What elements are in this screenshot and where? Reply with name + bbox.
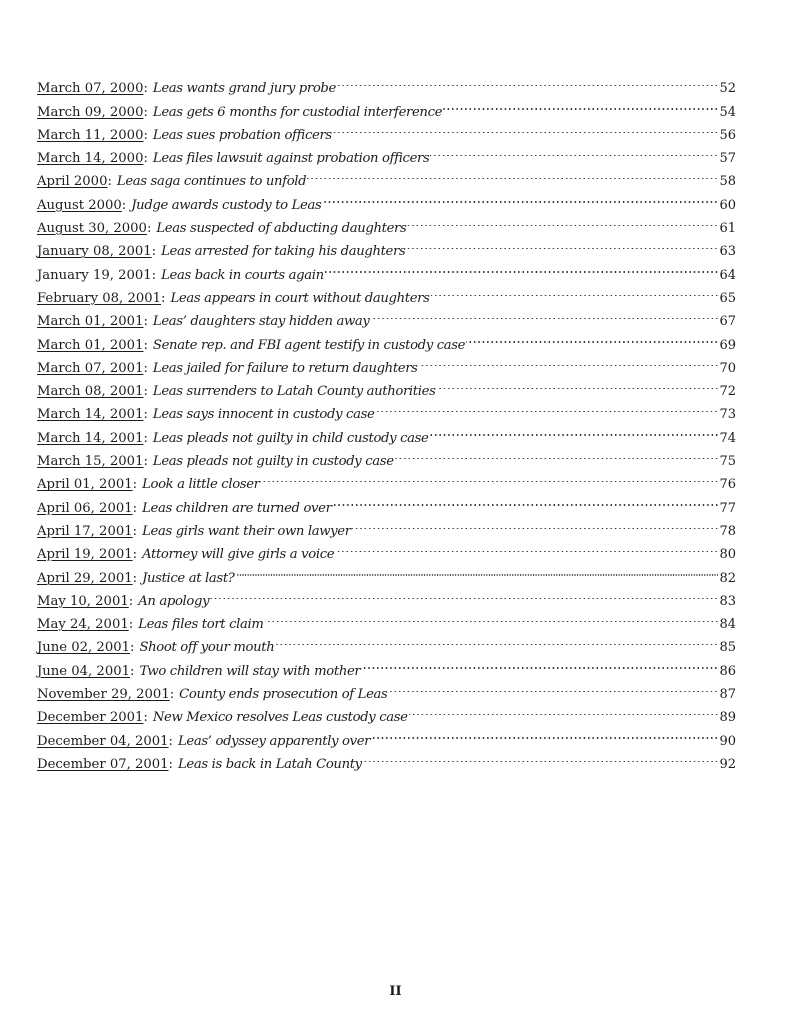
entry-page-number: 70 — [719, 360, 736, 376]
dot-leader — [307, 162, 718, 185]
entry-separator: : — [132, 523, 138, 539]
entry-separator: : — [151, 244, 157, 260]
entry-separator: : — [130, 640, 135, 656]
entry-page-number: 61 — [719, 221, 736, 237]
entry-title: Leas gets 6 months for custodial interference — [152, 104, 443, 120]
entry-separator: : — [107, 174, 112, 190]
entry-title: Leas pleads not guilty in custody case — [152, 454, 394, 470]
entry-separator: : — [143, 104, 148, 120]
entry-page-number: 76 — [719, 477, 736, 493]
entry-date: April 17, 2001 — [37, 523, 133, 539]
entry-title: Leas children are turned over — [142, 500, 332, 516]
entry-title: Leas appears in court without daughters — [170, 290, 430, 306]
entry-title: Senate rep. and FBI agent testify in custody case — [152, 337, 466, 353]
entry-page-number: 75 — [719, 454, 736, 470]
dot-leader — [210, 582, 718, 605]
entry-separator: : — [168, 756, 173, 772]
dot-leader — [371, 302, 719, 325]
dot-leader — [406, 232, 718, 255]
entry-page-number: 60 — [719, 197, 736, 213]
dot-leader — [443, 92, 718, 115]
dot-leader — [375, 395, 718, 418]
entry-date: March 14, 2000 — [37, 151, 144, 167]
entry-page-number: 57 — [719, 151, 736, 167]
entry-separator: : — [143, 337, 148, 353]
entry-date: March 07, 2000 — [37, 81, 144, 97]
entry-title: Leas files tort claim — [138, 617, 264, 633]
entry-date: August 2000 — [37, 197, 122, 213]
entry-separator: : — [161, 290, 166, 306]
entry-date: February 08, 2001 — [37, 290, 162, 306]
entry-separator: : — [151, 267, 157, 283]
dot-leader — [419, 349, 719, 372]
entry-title: Leas saga continues to unfold — [116, 174, 307, 190]
dot-leader — [261, 465, 719, 488]
toc-entry[interactable] — [37, 69, 736, 97]
entry-page-number: 72 — [719, 384, 736, 400]
dot-leader — [371, 721, 718, 744]
entry-page-number: 54 — [719, 104, 736, 120]
entry-title: Leas sues probation officers — [152, 127, 332, 143]
entry-date: March 08, 2001 — [37, 384, 144, 400]
entry-page-number: 63 — [719, 244, 736, 260]
dot-leader — [337, 69, 719, 92]
entry-date: March 01, 2001 — [37, 337, 144, 353]
entry-date: April 29, 2001 — [37, 570, 133, 586]
entry-date: April 19, 2001 — [37, 547, 133, 563]
dot-leader — [395, 442, 719, 465]
entry-separator: : — [130, 663, 135, 679]
entry-separator: : — [143, 384, 148, 400]
entry-separator: : — [143, 360, 148, 376]
entry-date: May 10, 2001 — [37, 593, 129, 609]
entry-date: January 08, 2001 — [37, 244, 152, 260]
entry-title: New Mexico resolves Leas custody case — [152, 710, 408, 726]
entry-page-number: 92 — [719, 756, 736, 772]
dot-leader — [409, 698, 719, 721]
entry-page-number: 58 — [719, 174, 736, 190]
entry-separator: : — [143, 407, 148, 423]
dot-leader — [352, 512, 719, 535]
entry-date: March 14, 2001 — [37, 407, 144, 423]
entry-page-number: 74 — [719, 430, 736, 446]
entry-title: Leas arrested for taking his daughters — [161, 244, 406, 260]
entry-date: May 24, 2001 — [37, 617, 129, 633]
dot-leader — [322, 185, 718, 208]
dot-leader — [437, 372, 719, 395]
entry-date: August 30, 2000 — [37, 221, 147, 237]
entry-separator: : — [143, 710, 148, 726]
entry-title: Leas pleads not guilty in child custody case — [152, 430, 429, 446]
entry-separator: : — [169, 687, 175, 703]
entry-page-number: 84 — [719, 617, 736, 633]
entry-date: November 29, 2001 — [37, 687, 170, 703]
entry-page-number: 89 — [719, 710, 736, 726]
entry-title: Leas is back in Latah County — [178, 756, 362, 772]
dot-leader — [333, 116, 719, 139]
entry-separator: : — [132, 477, 138, 493]
dot-leader — [335, 535, 718, 558]
entry-separator: : — [132, 500, 138, 516]
entry-separator: : — [132, 547, 138, 563]
entry-title: Leas wants grand jury probe — [152, 81, 336, 97]
entry-page-number: 67 — [719, 314, 736, 330]
entry-separator: : — [168, 733, 173, 749]
entry-page-number: 73 — [719, 407, 736, 423]
entry-page-number: 83 — [719, 593, 736, 609]
entry-date: April 01, 2001 — [37, 477, 133, 493]
entry-separator: : — [143, 151, 148, 167]
entry-date: December 04, 2001 — [37, 733, 169, 749]
dot-leader — [388, 675, 718, 698]
dot-leader — [333, 488, 719, 511]
entry-title: Leas’ daughters stay hidden away — [152, 314, 370, 330]
entry-date: March 07, 2001 — [37, 360, 144, 376]
dot-leader — [265, 605, 719, 628]
entry-page-number: 69 — [719, 337, 736, 353]
entry-title: Leas’ odyssey apparently over — [178, 733, 371, 749]
entry-title: Leas suspected of abducting daughters — [156, 221, 407, 237]
entry-page-number: 65 — [719, 290, 736, 306]
entry-page-number: 52 — [719, 81, 736, 97]
entry-title: An apology — [138, 593, 210, 609]
entry-title: Leas surrenders to Latah County authorities — [152, 384, 436, 400]
entry-date: March 15, 2001 — [37, 454, 144, 470]
entry-date: December 07, 2001 — [37, 756, 169, 772]
entry-title: Justice at last? — [142, 570, 235, 586]
entry-separator: : — [143, 430, 148, 446]
entry-title: Attorney will give girls a voice — [142, 547, 335, 563]
entry-title: Judge awards custody to Leas — [131, 197, 322, 213]
entry-page-number: 77 — [719, 500, 736, 516]
entry-title: Leas files lawsuit against probation officers — [152, 151, 430, 167]
entry-separator: : — [128, 593, 134, 609]
page-number-footer: II — [389, 984, 402, 999]
dot-leader — [430, 418, 719, 441]
entry-separator: : — [132, 570, 138, 586]
entry-title: Two children will stay with mother — [139, 663, 361, 679]
entry-date: April 06, 2001 — [37, 500, 133, 516]
entry-page-number: 90 — [719, 733, 736, 749]
dot-leader — [466, 325, 718, 348]
entry-page-number: 86 — [719, 663, 736, 679]
entry-date: March 09, 2000 — [37, 104, 144, 120]
dot-leader — [431, 279, 719, 302]
dot-leader — [407, 209, 718, 232]
dot-leader — [325, 255, 719, 278]
entry-title: Leas back in courts again — [161, 267, 324, 283]
entry-date: April 2000 — [37, 174, 108, 190]
entry-date: March 11, 2000 — [37, 127, 144, 143]
entry-separator: : — [121, 197, 127, 213]
entry-separator: : — [143, 454, 148, 470]
entry-date: June 02, 2001 — [37, 640, 130, 656]
dot-leader — [363, 745, 719, 768]
entry-date: March 14, 2001 — [37, 430, 144, 446]
entry-separator: : — [143, 81, 148, 97]
entry-date: June 04, 2001 — [37, 663, 130, 679]
entry-page-number: 64 — [719, 267, 736, 283]
entry-page-number: 87 — [719, 687, 736, 703]
entry-date: December 2001 — [37, 710, 144, 726]
entry-date: January 19, 2001 — [37, 267, 152, 283]
entry-title: County ends prosecution of Leas — [179, 687, 388, 703]
entry-title: Leas girls want their own lawyer — [142, 523, 351, 539]
entry-title: Leas jailed for failure to return daughters — [152, 360, 418, 376]
dot-leader — [361, 651, 718, 674]
entry-page-number: 82 — [719, 570, 736, 586]
entry-title: Shoot off your mouth — [139, 640, 275, 656]
entry-separator: : — [143, 127, 148, 143]
dot-leader — [275, 628, 718, 651]
entry-page-number: 78 — [719, 523, 736, 539]
entry-title: Look a little closer — [142, 477, 260, 493]
dot-leader — [430, 139, 718, 162]
entry-separator: : — [143, 314, 148, 330]
entry-page-number: 80 — [719, 547, 736, 563]
entry-page-number: 85 — [719, 640, 736, 656]
entry-page-number: 56 — [719, 127, 736, 143]
entry-separator: : — [128, 617, 134, 633]
dot-leader — [236, 558, 719, 581]
entry-date: March 01, 2001 — [37, 314, 144, 330]
table-of-contents — [37, 69, 736, 772]
entry-title: Leas says innocent in custody case — [152, 407, 375, 423]
entry-separator: : — [146, 221, 152, 237]
